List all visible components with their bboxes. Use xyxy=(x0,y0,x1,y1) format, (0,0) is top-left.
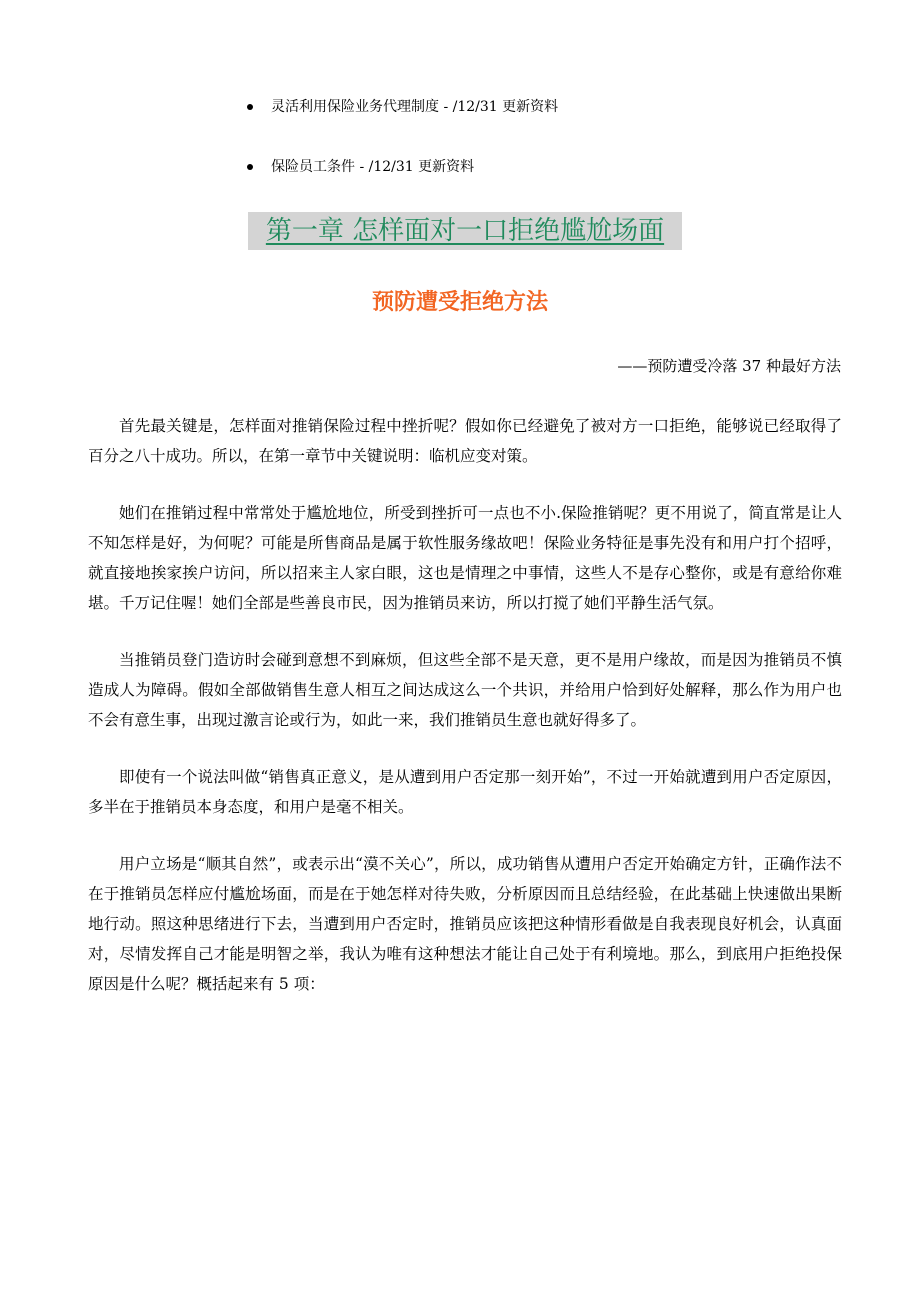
list-item[interactable] xyxy=(245,96,558,118)
attribution-line: ——预防遭受冷落 37 种最好方法 xyxy=(617,357,841,375)
body-text xyxy=(88,411,842,1026)
list-item[interactable] xyxy=(245,156,558,178)
bullet-icon xyxy=(247,164,253,170)
related-links-list xyxy=(245,96,558,178)
list-item-text: 灵活利用保险业务代理制度 - /12/31 更新资料 xyxy=(271,99,559,115)
paragraph: 她们在推销过程中常常处于尴尬地位，所受到挫折可一点也不小.保险推销呢？更不用说了，简直常是让人不知怎样是好，为何呢？可能是所售商品是属于软性服务缘故吧！保险业务特征是事先没有和用户打个招呼，就直接地挨家挨户访问，所以招来主人家白眼，这也是情理之中事情，这些人不是存心整你，或是有意给你难堪。千万记住喔！她们全部是些善良市民，因为推销员来访，所以打搅了她们平静生活气氛。 xyxy=(88,504,842,612)
bullet-icon xyxy=(247,104,253,110)
paragraph: 当推销员登门造访时会碰到意想不到麻烦，但这些全部不是天意，更不是用户缘故，而是因为推销员不慎造成人为障碍。假如全部做销售生意人相互之间达成这么一个共识，并给用户恰到好处解释，那么作为用户也不会有意生事，出现过激言论或行为，如此一来，我们推销员生意也就好得多了。 xyxy=(88,651,842,729)
section-title: 预防遭受拒绝方法 xyxy=(371,290,548,315)
paragraph: 即使有一个说法叫做“销售真正意义，是从遭到用户否定那一刻开始”，不过一开始就遭到用户否定原因，多半在于推销员本身态度，和用户是毫不相关。 xyxy=(88,768,842,816)
chapter-title[interactable]: 第一章 怎样面对一口拒绝尴尬场面 xyxy=(248,212,682,250)
paragraph: 用户立场是“顺其自然”，或表示出“漠不关心”，所以，成功销售从遭用户否定开始确定方针，正确作法不在于推销员怎样应付尴尬场面，而是在于她怎样对待失败，分析原因而且总结经验，在此基础上快速做出果断地行动。照这种思绪进行下去，当遭到用户否定时，推销员应该把这种情形看做是自我表现良好机会，认真面对，尽情发挥自己才能是明智之举，我认为唯有这种想法才能让自己处于有利境地。那么，到底用户拒绝投保原因是什么呢？概括起来有 5 项： xyxy=(88,855,842,993)
list-item-text: 保险员工条件 - /12/31 更新资料 xyxy=(271,159,475,175)
paragraph: 首先最关键是，怎样面对推销保险过程中挫折呢？假如你已经避免了被对方一口拒绝，能够说已经取得了百分之八十成功。所以，在第一章节中关键说明：临机应变对策。 xyxy=(88,417,842,465)
